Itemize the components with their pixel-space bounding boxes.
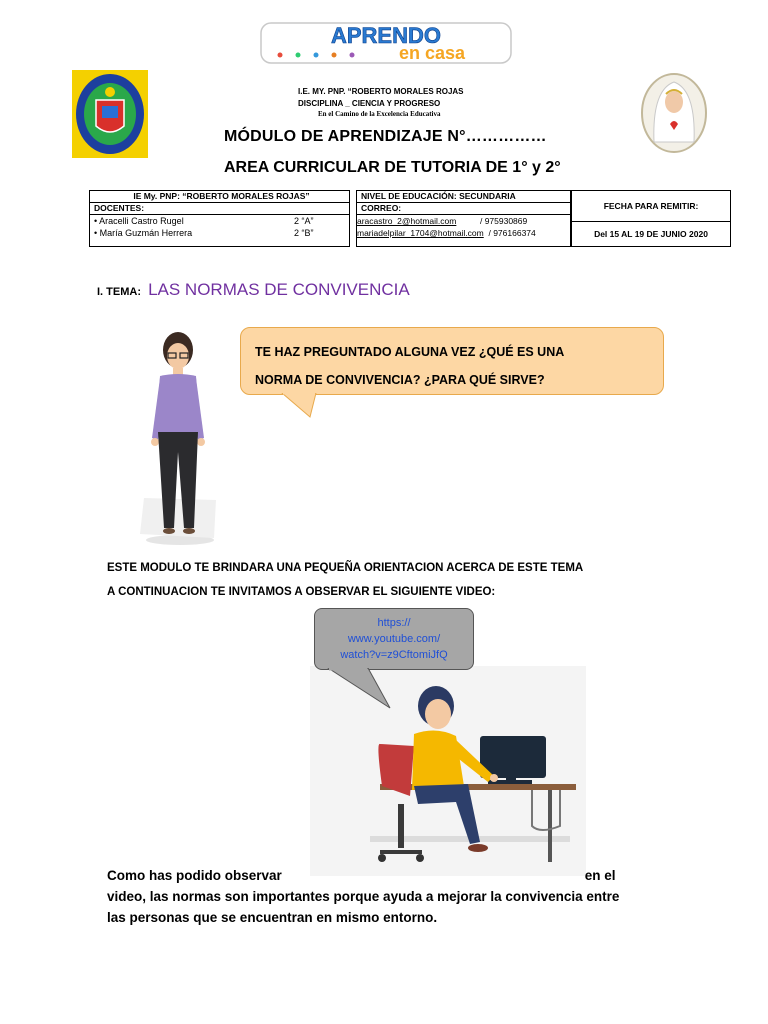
teacher-row: • María Guzmán Herrera 2 “B”	[94, 228, 314, 238]
area-title: AREA CURRICULAR DE TUTORIA DE 1° y 2°	[224, 159, 561, 176]
school-name-line: I.E. MY. PNP. “ROBERTO MORALES ROJAS	[298, 87, 464, 96]
teacher-grade: 2 “A”	[294, 216, 314, 226]
topic-heading	[97, 280, 410, 300]
conclusion-line-1	[107, 865, 667, 886]
virgin-mary-image	[640, 72, 708, 154]
phone-number: / 976166374	[488, 228, 536, 238]
school-name-cell: IE My. PNP: “ROBERTO MORALES ROJAS”	[90, 191, 349, 203]
fecha-value: Del 15 AL 19 DE JUNIO 2020	[594, 229, 708, 239]
video-bubble-tail	[324, 668, 394, 710]
correo-label: CORREO:	[357, 203, 570, 215]
teacher-row: • Aracelli Castro Rugel 2 “A”	[94, 216, 314, 226]
question-speech-bubble	[240, 327, 664, 395]
intro-line-2: A CONTINUACION TE INVITAMOS A OBSERVAR EL SIGUIENTE VIDEO:	[107, 586, 496, 598]
conclusion-line-3: las personas que se encuentran en mismo entorno.	[107, 910, 438, 925]
conclusion-line-2: video, las normas son importantes porque ayuda a mejorar la convivencia entre	[107, 889, 620, 904]
topic-label: I. TEMA:	[97, 286, 141, 298]
conclusion-part-2: en el	[584, 868, 616, 883]
speech-bubble-tail	[280, 393, 330, 419]
video-url-line-2[interactable]: www.youtube.com/	[347, 633, 441, 645]
phone-number: / 975930869	[479, 216, 528, 226]
teacher-name: María Guzmán Herrera	[99, 228, 193, 238]
intro-paragraph	[107, 556, 583, 604]
email-link[interactable]: aracastro_2@hotmail.com	[357, 216, 457, 226]
conclusion-part-1: Como has podido observar	[107, 868, 282, 883]
nivel-cell: NIVEL DE EDUCACIÓN: SECUNDARIA	[357, 191, 570, 203]
docentes-label: DOCENTES:	[90, 203, 349, 215]
conclusion-paragraph	[107, 865, 667, 928]
teacher-grade: 2 “B”	[294, 228, 314, 238]
video-url-line-1[interactable]: https://	[377, 617, 411, 629]
logo-word-en-casa: en casa	[398, 43, 466, 63]
level-email-box	[356, 190, 571, 247]
logo-word-aprendo: APRENDO	[330, 23, 442, 48]
teacher-name: Aracelli Castro Rugel	[99, 216, 184, 226]
aprendo-en-casa-logo	[260, 22, 512, 64]
deadline-box	[571, 190, 731, 247]
intro-line-1: ESTE MODULO TE BRINDARA UNA PEQUEÑA ORIENTACION ACERCA DE ESTE TEMA	[107, 562, 584, 574]
school-teachers-box	[89, 190, 350, 247]
school-header	[298, 86, 464, 119]
teacher-woman-illustration	[130, 328, 220, 546]
video-url-line-3[interactable]: watch?v=z9CftomiJfQ	[340, 649, 448, 661]
video-link-bubble	[314, 608, 474, 670]
school-motto-line: DISCIPLINA _ CIENCIA Y PROGRESO	[298, 99, 441, 108]
school-subtitle-line: En el Camino de la Excelencia Educativa	[318, 110, 441, 118]
fecha-label: FECHA PARA REMITIR:	[572, 191, 730, 222]
question-line-1: TE HAZ PREGUNTADO ALGUNA VEZ ¿QUÉ ES UNA	[255, 345, 565, 359]
topic-title: LAS NORMAS DE CONVIVENCIA	[148, 280, 410, 299]
email-row	[357, 215, 570, 227]
school-crest-image	[72, 70, 148, 158]
email-link[interactable]: mariadelpilar_1704@hotmail.com	[357, 228, 484, 238]
email-row	[357, 227, 570, 239]
module-title: MÓDULO DE APRENDIZAJE N°……………	[224, 128, 547, 145]
question-line-2: NORMA DE CONVIVENCIA? ¿PARA QUÉ SIRVE?	[255, 373, 545, 387]
